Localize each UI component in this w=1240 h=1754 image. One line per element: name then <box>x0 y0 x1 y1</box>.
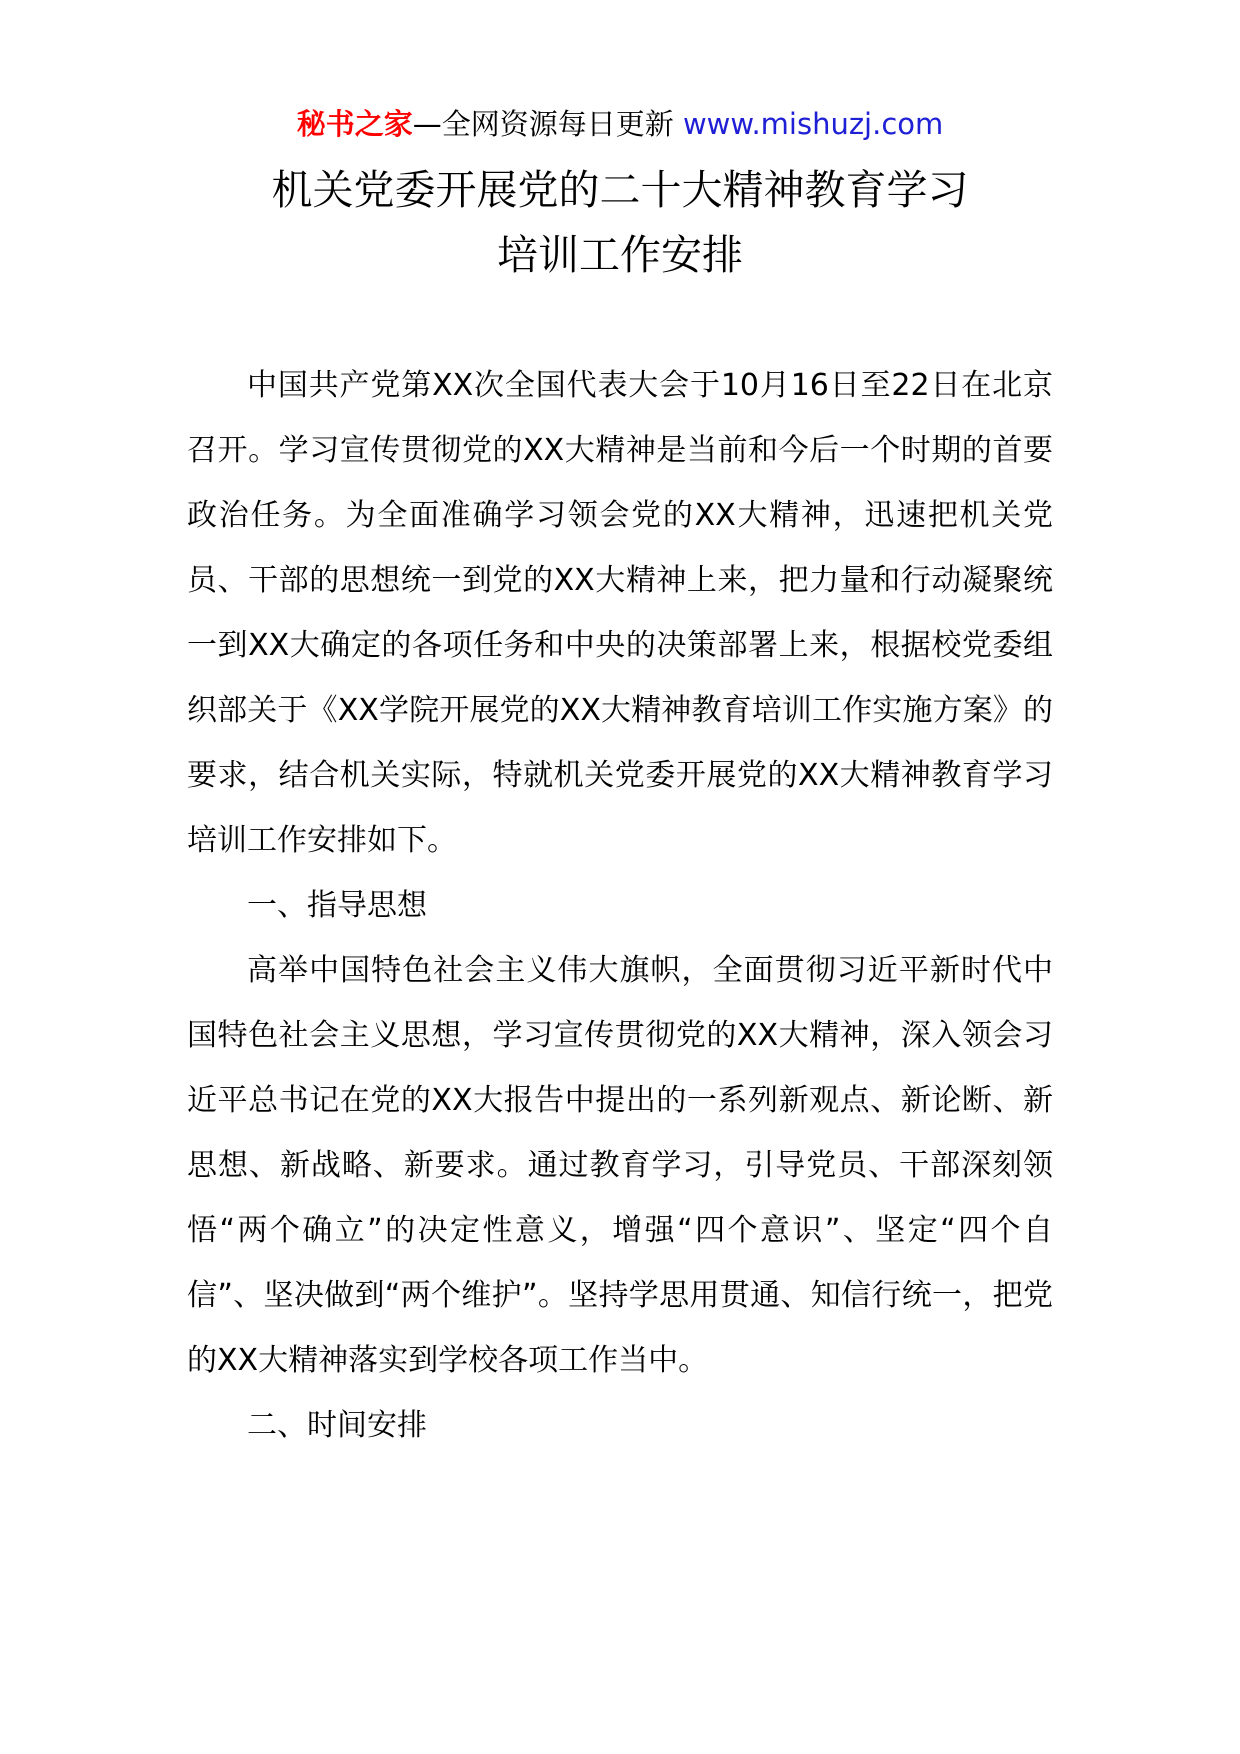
section-heading-guiding-ideology: 一、指导思想 <box>247 888 427 923</box>
site-url[interactable]: www.mishuzj.com <box>682 107 944 141</box>
section-body-guiding-ideology: 高举中国特色社会主义伟大旗帜，全面贯彻习近平新时代中国特色社会主义思想，学习宣传贯彻党的XX大精神，深入领会习近平总书记在党的XX大报告中提出的一系列新观点、新论断、新思想、新战略、新要求。通过教育学习，引导党员、干部深刻领悟“两个确立”的决定性意义，增强“四个意识”、坚定“四个自信”、坚决做到“两个维护”。坚持学思用贯通、知信行统一，把党的XX大精神落实到学校各项工作当中。 <box>187 953 1053 1378</box>
brand-name: 秘书之家 <box>296 107 413 141</box>
document-body <box>187 353 1053 1458</box>
title-line-1: 机关党委开展党的二十大精神教育学习 <box>271 166 969 214</box>
intro-paragraph: 中国共产党第XX次全国代表大会于10月16日至22日在北京召开。学习宣传贯彻党的XX大精神是当前和今后一个时期的首要政治任务。为全面准确学习领会党的XX大精神，迅速把机关党员、干部的思想统一到党的XX大精神上来，把力量和行动凝聚统一到XX大确定的各项任务和中央的决策部署上来，根据校党委组织部关于《XX学院开展党的XX大精神教育培训工作实施方案》的要求，结合机关实际，特就机关党委开展党的XX大精神教育学习培训工作安排如下。 <box>187 368 1053 858</box>
title-line-2: 培训工作安排 <box>497 231 743 279</box>
document-title <box>0 158 1240 288</box>
site-slogan: —全网资源每日更新 <box>412 107 674 141</box>
site-header <box>0 100 1240 148</box>
section-heading-schedule: 二、时间安排 <box>247 1408 427 1443</box>
